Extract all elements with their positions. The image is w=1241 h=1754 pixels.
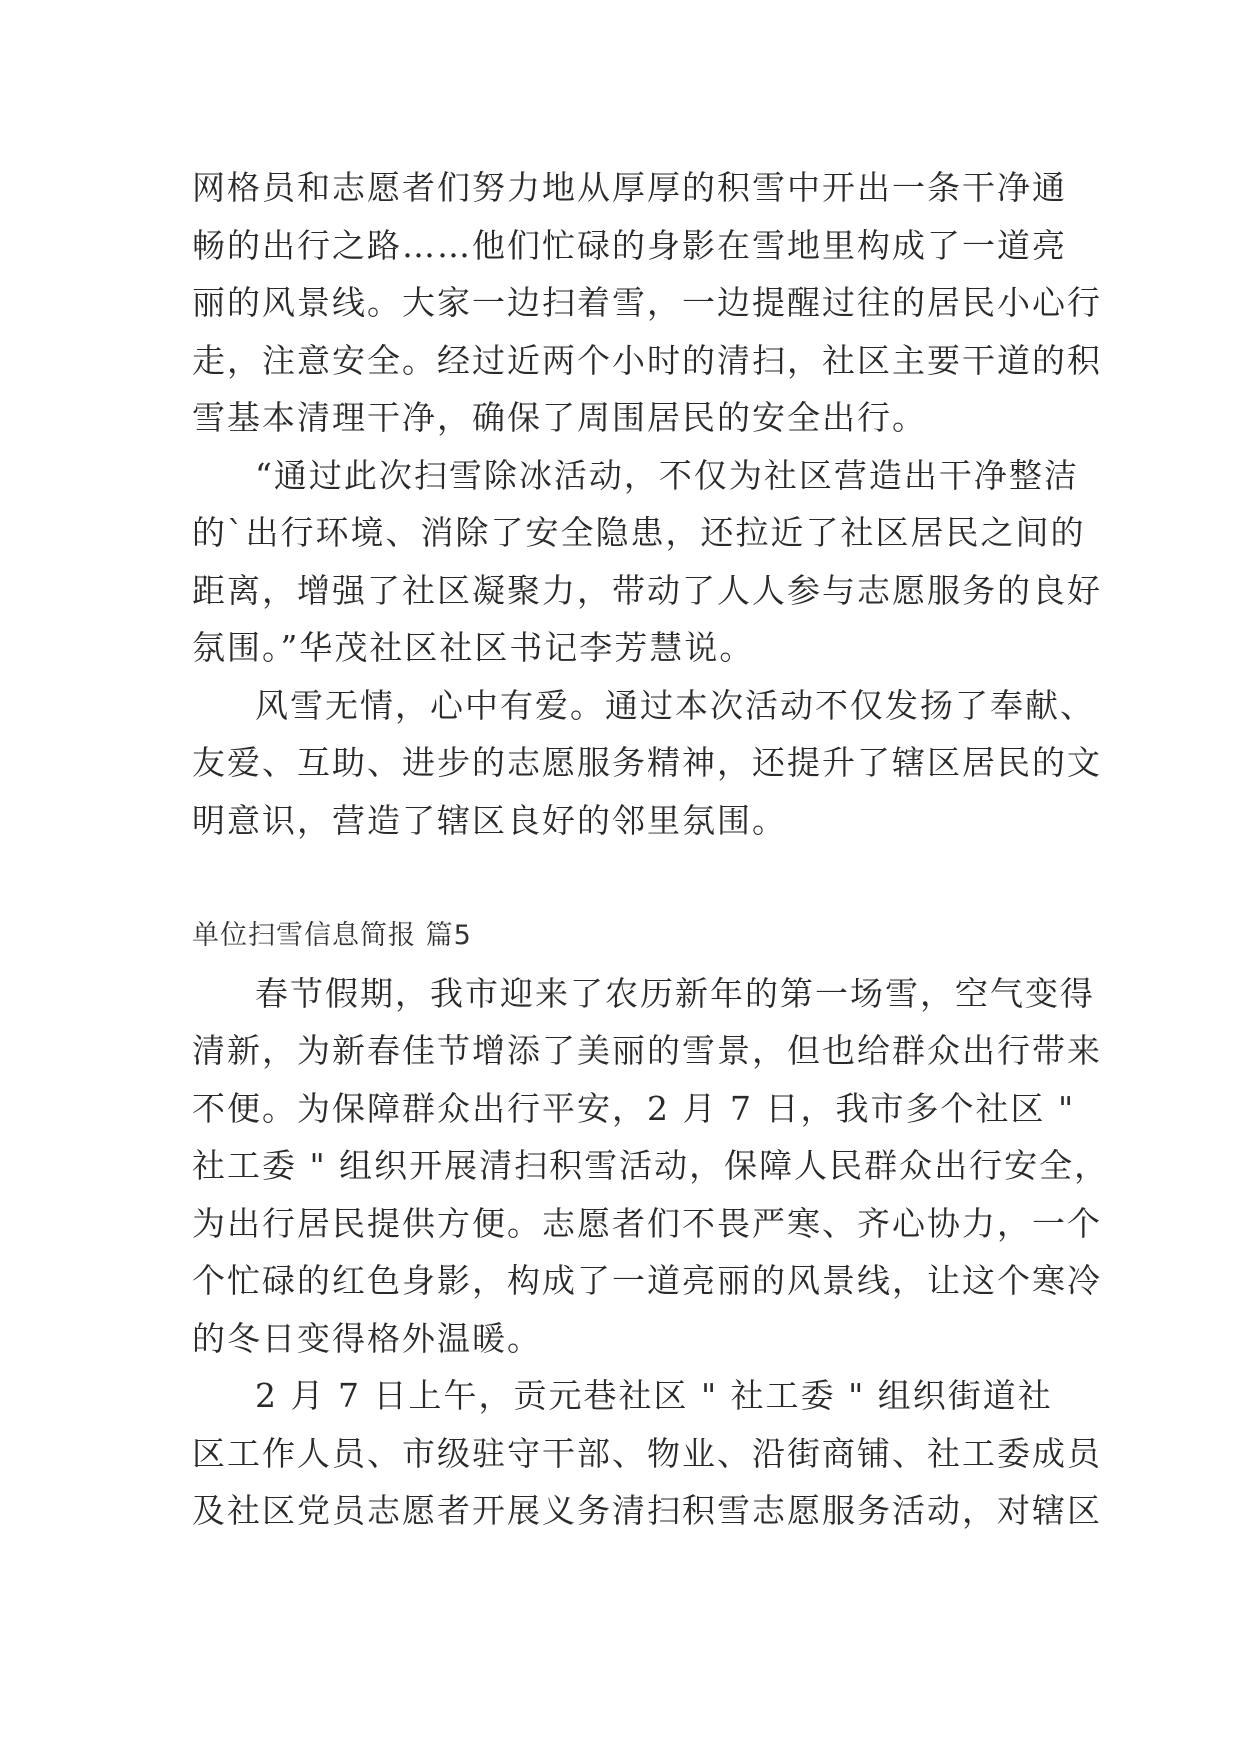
- text-line: 及社区党员志愿者开展义务清扫积雪志愿服务活动，对辖区: [192, 1491, 1102, 1530]
- text-line: 明意识，营造了辖区良好的邻里氛围。: [192, 801, 787, 840]
- text-line: 距离，增强了社区凝聚力，带动了人人参与志愿服务的良好: [192, 571, 1102, 610]
- text-line: 畅的出行之路……他们忙碌的身影在雪地里构成了一道亮: [192, 226, 1067, 265]
- text-line: 风雪无情，心中有爱。通过本次活动不仅发扬了奉献、: [255, 686, 1095, 725]
- text-line: 为出行居民提供方便。志愿者们不畏严寒、齐心协力，一个: [192, 1204, 1102, 1243]
- text-line: 友爱、互助、进步的志愿服务精神，还提升了辖区居民的文: [192, 743, 1102, 782]
- text-line: 雪基本清理干净，确保了周围居民的安全出行。: [192, 398, 927, 437]
- text-line: 清新，为新春佳节增添了美丽的雪景，但也给群众出行带来: [192, 1031, 1102, 1070]
- text-line: 走，注意安全。经过近两个小时的清扫，社区主要干道的积: [192, 341, 1102, 380]
- text-line: “通过此次扫雪除冰活动，不仅为社区营造出干净整洁: [255, 456, 1079, 495]
- text-line: 春节假期，我市迎来了农历新年的第一场雪，空气变得: [255, 974, 1095, 1013]
- text-line: 个忙碌的红色身影，构成了一道亮丽的风景线，让这个寒冷: [192, 1261, 1102, 1300]
- text-line: 的冬日变得格外温暖。: [192, 1319, 542, 1358]
- text-line: 网格员和志愿者们努力地从厚厚的积雪中开出一条干净通: [192, 168, 1067, 207]
- text-line: 的`出行环境、消除了安全隐患，还拉近了社区居民之间的: [192, 513, 1086, 552]
- text-line: 社工委 " 组织开展清扫积雪活动，保障人民群众出行安全，: [192, 1146, 1110, 1185]
- text-line: 区工作人员、市级驻守干部、物业、沿街商铺、社工委成员: [192, 1434, 1102, 1473]
- text-line: 氛围。”华茂社区社区书记李芳慧说。: [192, 628, 755, 667]
- text-line: 2 月 7 日上午，贡元巷社区 " 社工委 " 组织街道社: [255, 1376, 1053, 1415]
- text-line: 丽的风景线。大家一边扫着雪，一边提醒过往的居民小心行: [192, 283, 1102, 322]
- text-line: 不便。为保障群众出行平安，2 月 7 日，我市多个社区 ": [192, 1089, 1076, 1128]
- section-heading: 单位扫雪信息简报 篇5: [192, 920, 472, 951]
